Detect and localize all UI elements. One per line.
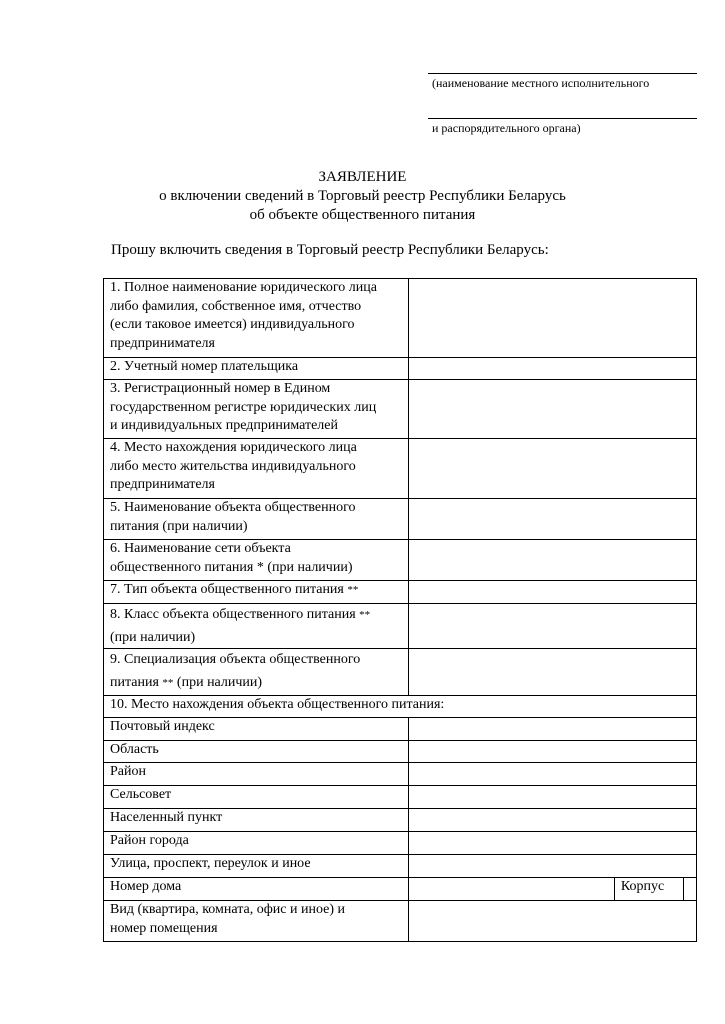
label-line: Номер дома: [110, 879, 182, 894]
title-object: об объекте общественного питания: [249, 207, 476, 223]
object-name-value[interactable]: [408, 499, 696, 540]
korpus-value[interactable]: [684, 878, 697, 901]
table-row: [104, 741, 697, 763]
table-row: [104, 649, 697, 696]
label-line: и индивидуальных предпринимателей: [110, 418, 338, 433]
field-label-region: [104, 741, 409, 763]
label-line: 9. Специализация объекта общественного: [110, 652, 361, 667]
table-row: [104, 499, 697, 540]
label-line: питания (при наличии): [110, 518, 248, 534]
label-line: 4. Место нахождения юридического лица: [110, 440, 357, 455]
table-row: [104, 878, 697, 901]
table-row: [104, 855, 697, 878]
label-part: питания: [110, 674, 163, 690]
label-part: общественного питания *: [110, 559, 268, 575]
label-line: Район города: [110, 833, 189, 848]
field-label-object-name: [104, 499, 409, 540]
postal-code-value[interactable]: [408, 718, 696, 741]
label-line: Область: [110, 742, 159, 757]
table-row: [104, 696, 697, 718]
label-line: 6. Наименование сети объекта: [110, 541, 291, 556]
field-label-selsovet: [104, 786, 409, 809]
premises-value[interactable]: [408, 901, 696, 942]
specialization-value[interactable]: [408, 649, 696, 696]
address-value[interactable]: [408, 439, 696, 499]
label-line: Вид (квартира, комната, офис и иное) и: [110, 902, 346, 917]
label-line: либо фамилия, собственное имя, отчество: [110, 298, 362, 314]
field-label-legal-name: [104, 279, 409, 358]
field-label-network-name: [104, 540, 409, 581]
label-line: [110, 581, 402, 600]
authority-body-caption: и распорядительного органа): [432, 121, 581, 135]
registration-number-value[interactable]: [408, 380, 696, 439]
table-row: [104, 380, 697, 439]
authority-body-line: [428, 118, 697, 119]
house-number-value[interactable]: [408, 878, 614, 901]
label-line: [110, 559, 402, 578]
field-label-postal-code: [104, 718, 409, 741]
district-value[interactable]: [408, 763, 696, 786]
table-row: [104, 786, 697, 809]
label-line: [110, 606, 402, 625]
table-row: [104, 832, 697, 855]
label-part: (при наличии): [267, 559, 353, 575]
street-value[interactable]: [408, 855, 696, 878]
label-line: 3. Регистрационный номер в Едином: [110, 381, 331, 396]
label-line: предпринимателя: [110, 335, 215, 351]
label-line: Почтовый индекс: [110, 719, 215, 734]
label-line: (при наличии): [110, 629, 196, 645]
application-form-table: [103, 278, 697, 942]
field-label-house-number: [104, 878, 409, 901]
network-name-value[interactable]: [408, 540, 696, 581]
footnote-mark: **: [347, 584, 359, 596]
label-line: Улица, проспект, переулок и иное: [110, 856, 311, 871]
selsovet-value[interactable]: [408, 786, 696, 809]
label-line: номер помещения: [110, 920, 218, 936]
label-part: 8. Класс объекта общественного питания: [110, 607, 360, 622]
table-row: [104, 763, 697, 786]
city-district-value[interactable]: [408, 832, 696, 855]
document-title: [0, 168, 725, 225]
field-label-locality: [104, 809, 409, 832]
field-label-taxpayer-number: [104, 358, 409, 380]
table-row: [104, 540, 697, 581]
footnote-mark: **: [359, 609, 371, 621]
field-label-district: [104, 763, 409, 786]
label-line: государственном регистре юридических лиц: [110, 399, 377, 415]
table-row: [104, 901, 697, 942]
section-header-location: [104, 696, 697, 718]
taxpayer-number-value[interactable]: [408, 358, 696, 380]
label-line: 1. Полное наименование юридического лица: [110, 280, 377, 295]
region-value[interactable]: [408, 741, 696, 763]
label-line: 2. Учетный номер плательщика: [110, 359, 299, 374]
footnote-mark: **: [162, 676, 174, 689]
label-part: (при наличии): [176, 674, 263, 690]
label-line: предпринимателя: [110, 477, 215, 492]
label-line: либо место жительства индивидуального: [110, 458, 356, 474]
locality-value[interactable]: [408, 809, 696, 832]
table-row: [104, 439, 697, 499]
title-main: ЗАЯВЛЕНИЕ: [318, 169, 407, 185]
label-line: Сельсовет: [110, 787, 172, 802]
legal-name-value[interactable]: [408, 279, 696, 358]
table-row: [104, 718, 697, 741]
field-label-address: [104, 439, 409, 499]
label-line: (если таковое имеется) индивидуального: [110, 317, 355, 332]
label-line: [110, 674, 402, 693]
field-label-city-district: [104, 832, 409, 855]
table-row: [104, 809, 697, 832]
field-label-street: [104, 855, 409, 878]
field-label-korpus: [614, 878, 683, 901]
authority-name-caption: (наименование местного исполнительного: [432, 76, 650, 90]
authority-body-field[interactable]: [428, 118, 697, 136]
field-label-registration-number: [104, 380, 409, 439]
label-line: Район: [110, 764, 146, 779]
label-part: 7. Тип объекта общественного питания: [110, 582, 348, 597]
table-row: [104, 279, 697, 358]
title-subject: о включении сведений в Торговый реестр Республики Беларусь: [159, 188, 566, 204]
table-row: [104, 358, 697, 380]
field-label-object-class: [104, 604, 409, 649]
authority-name-field[interactable]: [428, 73, 697, 91]
intro-text: Прошу включить сведения в Торговый реестр Республики Беларусь:: [111, 242, 549, 258]
label-line: 5. Наименование объекта общественного: [110, 500, 356, 515]
table-row: [104, 581, 697, 604]
object-type-value[interactable]: [408, 581, 696, 604]
authority-name-line: [428, 73, 697, 74]
object-class-value[interactable]: [408, 604, 696, 649]
label-line: 10. Место нахождения объекта общественного питания:: [110, 697, 445, 712]
field-label-specialization: [104, 649, 409, 696]
label-line: Населенный пункт: [110, 810, 223, 825]
label-line: Корпус: [620, 879, 665, 894]
field-label-object-type: [104, 581, 409, 604]
table-row: [104, 604, 697, 649]
field-label-premises: [104, 901, 409, 942]
